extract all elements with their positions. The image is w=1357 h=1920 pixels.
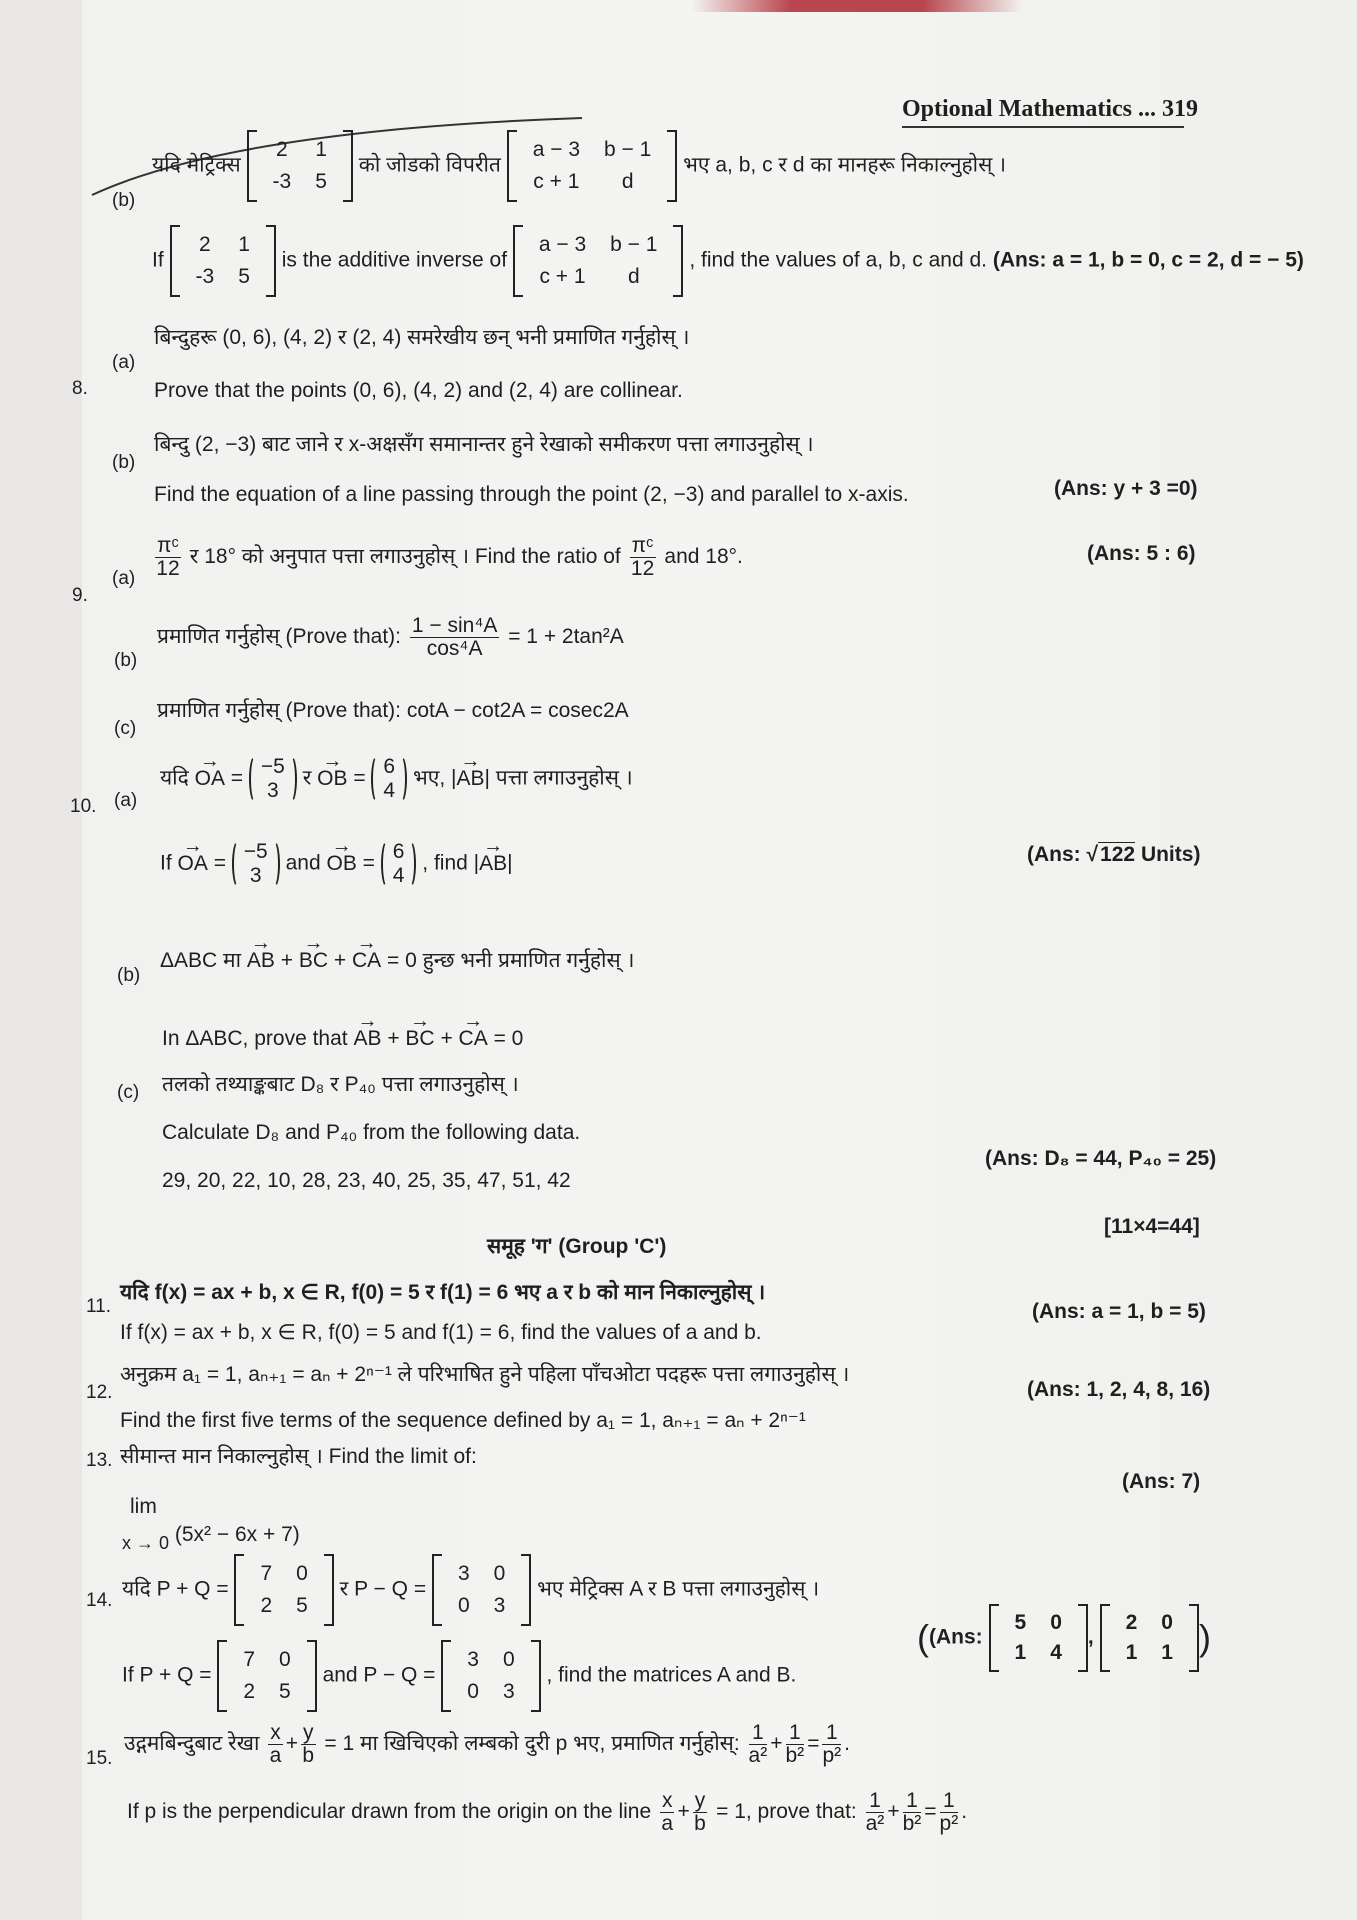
q15-en-frac-y-b: $\frac{y}{b}$ xyxy=(694,1789,706,1835)
q14-en-and: and P − Q = xyxy=(322,1663,436,1687)
q15-frac-1-b2: $\frac{1}{\text{b²}}$ xyxy=(785,1721,805,1767)
q7b-np-mid: को जोडको विपरीत xyxy=(358,153,501,177)
vector-ob-en: → OB xyxy=(326,845,356,877)
q8b-english: Find the equation of a line passing through the point (2, −3) and parallel to x-axis. xyxy=(154,483,909,506)
q7b-english xyxy=(152,225,1304,297)
q14-answer: ((Ans: 5 0 1 4 , 2 0 1 1 ) xyxy=(917,1604,1211,1672)
q14-ans-prefix: (Ans: xyxy=(929,1625,983,1649)
q10c-answer: (Ans: D₈ = 44, P₄₀ = 25) xyxy=(985,1147,1217,1170)
q12-answer: (Ans: 1, 2, 4, 8, 16) xyxy=(1027,1378,1211,1401)
binding-edge xyxy=(692,0,1022,12)
q11-answer: (Ans: a = 1, b = 5) xyxy=(1032,1300,1206,1323)
q10a-ans-root: 122 xyxy=(1100,843,1136,866)
q14-np-ra: र P − Q = xyxy=(339,1577,427,1601)
q15-en-frac-1-b2: $\frac{1}{\text{b²}}$ xyxy=(902,1789,922,1835)
q10a-en-column-ob: 6 4 xyxy=(381,840,417,888)
q10a-ans-prefix: (Ans: xyxy=(1027,843,1081,866)
q13-expr: (5x² − 6x + 7) xyxy=(174,1523,300,1546)
q9b-text xyxy=(157,615,624,660)
q13-lim: lim xyxy=(130,1495,157,1518)
q10b-np-post: = 0 हुन्छ भनी प्रमाणित गर्नुहोस् । xyxy=(387,949,635,972)
q11-english: If f(x) = ax + b, x ∈ R, f(0) = 5 and f(1) = 6, find the values of a and b. xyxy=(120,1321,762,1344)
q11-nepali: यदि f(x) = ax + b, x ∈ R, f(0) = 5 र f(1) = 6 भए a र b को मान निकाल्नुहोस् । xyxy=(120,1281,766,1304)
vector-ca: → CA xyxy=(352,942,381,974)
q13-number: 13. xyxy=(86,1450,113,1471)
vector-oa-en: → OA xyxy=(178,845,208,877)
q9a-question: र 18° को अनुपात पत्ता लगाउनुहोस् । Find the ratio of xyxy=(189,545,621,569)
group-c-marks: [11×4=44] xyxy=(1104,1215,1200,1238)
q9b-label: (b) xyxy=(114,650,138,671)
q10a-yadi: यदि xyxy=(160,766,189,790)
q12-english: Find the first five terms of the sequence defined by a₁ = 1, aₙ₊₁ = aₙ + 2ⁿ⁻¹ xyxy=(120,1409,806,1432)
vector-ab-en: → AB xyxy=(479,845,507,877)
vector-ca-en: → CA xyxy=(459,1020,488,1052)
q7b-np-suffix: भए a, b, c र d का मानहरू निकाल्नुहोस् । xyxy=(683,153,1007,177)
q15-frac-x-a: $\frac{x}{a}$ xyxy=(269,1721,282,1767)
q7b-label: (b) xyxy=(112,190,136,211)
q14-en-end: , find the matrices A and B. xyxy=(546,1663,797,1687)
q10a-english: If → OA = −5 3 and → OB = 6 4 , find |→ AB| xyxy=(160,840,513,888)
q8b-nepali: बिन्दु (2, −3) बाट जाने र x-अक्षसँग समानान्तर हुने रेखाको समीकरण पत्ता लगाउनुहोस् । xyxy=(154,433,814,456)
q7b-matrix-2: a − 3 b − 1 c + 1 d xyxy=(507,130,678,202)
q9c-text: प्रमाणित गर्नुहोस् (Prove that): cotA − cot2A = cosec2A xyxy=(157,699,629,722)
q9-number: 9. xyxy=(72,585,88,606)
q9a-fraction-2: $\frac{\text{πᶜ}}{12}$ xyxy=(630,534,655,580)
group-c-title: समूह 'ग' (Group 'C') xyxy=(487,1235,667,1258)
q10c-english: Calculate D₈ and P₄₀ from the following data. xyxy=(162,1121,581,1144)
q15-number: 15. xyxy=(86,1748,113,1769)
q14-en-matrix-2: 3 0 0 3 xyxy=(441,1640,540,1712)
q10a-en-if: If xyxy=(160,851,172,875)
q14-en-matrix-1: 7 0 2 5 xyxy=(217,1640,316,1712)
vector-ab-b: → AB xyxy=(247,942,275,974)
q10a-nepali: यदि → OA = −5 3 र → OB = 6 4 भए, |→ AB| पत्ता लगाउनुहोस् । xyxy=(160,755,633,803)
q9b-fraction: $\frac{\text{1 − sin⁴A}}{\text{cos⁴A}}$ xyxy=(411,614,498,660)
q14-matrix-2: 3 0 0 3 xyxy=(432,1554,531,1626)
header-rule xyxy=(902,126,1184,128)
q10a-ans-suffix: Units) xyxy=(1140,843,1201,866)
q9a-text xyxy=(152,535,743,580)
q8b-answer: (Ans: y + 3 =0) xyxy=(1054,477,1198,500)
vector-bc: → BC xyxy=(299,942,328,974)
page-sheet xyxy=(70,0,1357,1920)
q14-np-end: भए मेट्रिक्स A र B पत्ता लगाउनुहोस् । xyxy=(537,1577,820,1601)
q9b-rhs: = 1 + 2tan²A xyxy=(508,625,624,649)
q10b-en-post: = 0 xyxy=(493,1027,524,1050)
q15-frac-1-a2: $\frac{1}{\text{a²}}$ xyxy=(748,1721,768,1767)
q7b-en-matrix-2: a − 3 b − 1 c + 1 d xyxy=(513,225,684,297)
q13-text: सीमान्त मान निकाल्नुहोस् । Find the limit of: xyxy=(120,1445,477,1468)
q10a-column-oa: −5 3 xyxy=(249,755,297,803)
q9a-label: (a) xyxy=(112,568,136,589)
q10c-data: 29, 20, 22, 10, 28, 23, 40, 25, 35, 47, 51, 42 xyxy=(162,1169,571,1192)
q14-number: 14. xyxy=(86,1590,113,1611)
q7b-en-prefix: If xyxy=(152,248,164,272)
q14-np-yadi: यदि P + Q = xyxy=(122,1577,229,1601)
vector-bc-en: → BC xyxy=(405,1020,434,1052)
q15-en-frac-x-a: $\frac{x}{a}$ xyxy=(661,1789,674,1835)
q7b-en-mid: is the additive inverse of xyxy=(281,248,508,272)
q10a-column-ob: 6 4 xyxy=(371,755,407,803)
q8a-label: (a) xyxy=(112,352,136,373)
q8-number: 8. xyxy=(72,378,88,399)
q10a-en-column-oa: −5 3 xyxy=(232,840,280,888)
q10c-label: (c) xyxy=(117,1082,140,1103)
q9b-prefix: प्रमाणित गर्नुहोस् (Prove that): xyxy=(157,625,402,649)
q14-ans-suffix: ) xyxy=(1198,1617,1211,1658)
q13-answer: (Ans: 7) xyxy=(1122,1470,1201,1493)
q10a-en-find: , find xyxy=(422,851,468,875)
vector-oa: → OA xyxy=(195,760,225,792)
q9a-fraction-1: $\frac{\text{πᶜ}}{12}$ xyxy=(156,534,180,580)
q10a-np-end: भए, xyxy=(412,766,446,790)
q10b-nepali: ΔABC मा → AB + → BC + → CA = 0 हुन्छ भनी प्रमाणित गर्नुहोस् । xyxy=(160,942,634,974)
q10b-label: (b) xyxy=(117,965,141,986)
q15-english: If p is the perpendicular drawn from the origin on the line $\frac{x}{a}$ + $\frac{y}{b}$ = 1, prove that: $\frac{1}{\text{a²}}$ + $\frac{1}{\text{b²}}$ = $\frac{1}{\text{p²}}$ . xyxy=(127,1789,968,1835)
q10a-en-and: and xyxy=(285,851,321,875)
q11-number: 11. xyxy=(86,1296,112,1317)
q15-en-pre: If p is the perpendicular drawn from the origin on the line xyxy=(127,1800,652,1824)
vector-ab-b-en: → AB xyxy=(353,1020,381,1052)
q9a-end: and 18°. xyxy=(664,545,743,569)
q7b-en-suffix: , find the values of a, b, c and d. xyxy=(689,248,988,272)
q10a-answer: (Ans: √122 Units) xyxy=(1027,843,1201,866)
q10a-np-find: पत्ता लगाउनुहोस् । xyxy=(495,766,633,790)
q10c-nepali: तलको तथ्याङ्कबाट D₈ र P₄₀ पत्ता लगाउनुहोस् । xyxy=(162,1073,519,1096)
q10a-ra: र xyxy=(302,766,312,790)
q15-np-mid: = 1 मा खिचिएको लम्बको दुरी p भए, प्रमाणित गर्नुहोस्: xyxy=(324,1732,740,1756)
q15-frac-y-b: $\frac{y}{b}$ xyxy=(302,1721,315,1767)
q10b-en-pre: In ΔABC, prove that xyxy=(162,1027,348,1050)
vector-ab: → AB xyxy=(456,760,484,792)
q8a-nepali: बिन्दुहरू (0, 6), (4, 2) र (2, 4) समरेखीय छन् भनी प्रमाणित गर्नुहोस् । xyxy=(154,326,690,349)
q14-matrix-1: 7 0 2 5 xyxy=(234,1554,333,1626)
q14-answer-matrix-b: 2 0 1 1 xyxy=(1100,1604,1199,1672)
q14-nepali xyxy=(122,1554,819,1626)
q10-number: 10. xyxy=(70,796,97,817)
q12-number: 12. xyxy=(86,1382,113,1403)
q13-sub: x → 0 xyxy=(122,1533,170,1553)
q10a-label: (a) xyxy=(114,790,138,811)
q15-en-frac-1-p2: $\frac{1}{\text{p²}}$ xyxy=(939,1789,959,1835)
q10b-np-pre: ΔABC मा xyxy=(160,949,242,972)
q14-answer-matrix-a: 5 0 1 4 xyxy=(989,1604,1088,1672)
q14-english xyxy=(122,1640,796,1712)
q15-en-mid: = 1, prove that: xyxy=(716,1800,857,1824)
vector-ob: → OB xyxy=(317,760,347,792)
page-header: Optional Mathematics ... 319 xyxy=(902,96,1198,122)
q7b-np-prefix: यदि मेट्रिक्स xyxy=(152,153,241,177)
q7b-en-matrix-1: 2 1 -3 5 xyxy=(170,225,276,297)
q7b-answer: (Ans: a = 1, b = 0, c = 2, d = − 5) xyxy=(992,248,1304,272)
q9a-answer: (Ans: 5 : 6) xyxy=(1087,542,1196,565)
q15-frac-1-p2: $\frac{1}{\text{p²}}$ xyxy=(822,1721,842,1767)
q7b-nepali xyxy=(152,130,1006,202)
q8a-english: Prove that the points (0, 6), (4, 2) and (2, 4) are collinear. xyxy=(154,379,683,402)
q15-np-pre: उद्गमबिन्दुबाट रेखा xyxy=(124,1732,260,1756)
q7b-matrix-1: 2 1 -3 5 xyxy=(247,130,353,202)
q9c-label: (c) xyxy=(114,718,137,739)
q10b-english: In ΔABC, prove that → AB + → BC + → CA = 0 xyxy=(162,1020,523,1052)
q15-nepali: उद्गमबिन्दुबाट रेखा $\frac{x}{a}$ + $\frac{y}{b}$ = 1 मा खिचिएको लम्बको दुरी p भए, प्रमाणित गर्नुहोस्: $\frac{1}{\text{a²}}$ + $\frac{1}{\text{b²}}$ = $\frac{1}{\text{p²}}$ . xyxy=(124,1721,850,1767)
q14-en-if: If P + Q = xyxy=(122,1663,212,1687)
q12-nepali: अनुक्रम a₁ = 1, aₙ₊₁ = aₙ + 2ⁿ⁻¹ ले परिभाषित हुने पहिला पाँचओटा पदहरू पत्ता लगाउनुहोस् । xyxy=(120,1363,850,1386)
q13-limit-expression xyxy=(122,1522,300,1553)
q15-en-frac-1-a2: $\frac{1}{\text{a²}}$ xyxy=(865,1789,885,1835)
q8b-label: (b) xyxy=(112,452,136,473)
